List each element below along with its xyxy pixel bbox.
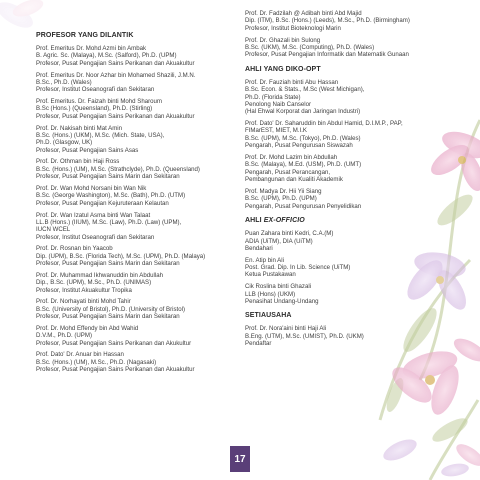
member-detail: LL.B (Hons.) (IIUM), M.Sc. (Law), Ph.D. (Law) (UPM), — [36, 218, 182, 226]
member-entry — [36, 245, 241, 267]
member-detail: B.Sc. (Hons.) (UM), M.Sc., Ph.D. (Nagasaki) — [36, 358, 157, 366]
member-name: En. Atip bin Ali — [245, 256, 284, 264]
section-entries — [245, 325, 450, 347]
member-entry — [36, 158, 241, 180]
member-detail: Ph.D. (Glasgow, UK) — [36, 139, 93, 147]
member-detail: B.Sc. (Hons.) (UM), M.Sc. (Strathclyde), Ph.D. (Queensland) — [36, 165, 200, 173]
member-name: Prof. Dr. Fauziah binti Abu Hassan — [245, 78, 339, 86]
section-title — [245, 217, 450, 224]
member-name: Cik Roslina binti Ghazali — [245, 283, 312, 291]
member-name: Prof. Emeritus. Dr. Faizah binti Mohd Sharoum — [36, 98, 162, 106]
member-detail: Pembangunan dan Kualiti Akademik — [245, 176, 343, 184]
member-detail: FIMarEST, MIET, M.I.K — [245, 127, 307, 135]
member-detail: Profesor, Pusat Pengajian Sains Asas — [36, 146, 139, 154]
member-name: Prof. Madya Dr. Hii Yii Siang — [245, 187, 322, 195]
member-detail: Dip. (ITM), B.Sc. (Hons.) (Leeds), M.Sc., Ph.D. (Birmingham) — [245, 17, 410, 25]
member-entry — [36, 185, 241, 207]
member-name: Puan Zahara binti Kedri, C.A.(M) — [245, 230, 334, 238]
member-entry — [245, 283, 450, 305]
section-entries — [245, 230, 450, 305]
member-name: Prof. Dr. Mohd Effendy bin Abd Wahid — [36, 324, 139, 332]
section-title — [245, 312, 450, 319]
member-detail: B.Sc., Ph.D. (Wales) — [36, 78, 92, 86]
member-name: Prof. Dato' Dr. Anuar bin Hassan — [36, 351, 124, 359]
member-detail: (Hal Ehwal Korporat dan Jaringan Industri) — [245, 108, 361, 116]
member-detail: Pengarah, Pusat Perancangan, — [245, 168, 331, 176]
member-detail: Pengarah, Pusat Pengurusan Siswazah — [245, 142, 353, 150]
member-detail: Profesor, Pusat Pengajian Sains Marin dan Sekitaran — [36, 260, 180, 268]
member-detail: B. Agric. Sc. (Malaya), M.Sc. (Salford), Ph.D. (UPM) — [36, 52, 177, 60]
member-detail: B.Sc. (Malaya), M.Ed. (USM), Ph.D. (UMT) — [245, 161, 362, 169]
member-entry — [245, 10, 450, 32]
member-detail: Pendaftar — [245, 340, 272, 348]
member-entry — [245, 230, 450, 252]
member-detail: Ketua Pustakawan — [245, 271, 296, 279]
member-detail: Dip., B.Sc. (UPM), M.Sc., Ph.D. (UNIMAS) — [36, 279, 152, 287]
entries-appointed-professors — [36, 45, 241, 374]
member-detail: Profesor, Pusat Pengajian Sains Perikanan dan Akukultur — [36, 339, 192, 347]
member-entry — [245, 325, 450, 347]
member-detail: B.Sc. (UPM), Ph.D. (UPM) — [245, 195, 317, 203]
member-entry — [245, 154, 450, 184]
member-entry — [36, 298, 241, 320]
member-detail: Profesor, Pusat Pengajian Sains Perikanan dan Akuakultur — [36, 59, 195, 67]
section-title-text: AHLI YANG DIKO-OPT — [245, 65, 321, 73]
flower-faint-topleft — [0, 0, 45, 33]
member-entry — [36, 212, 241, 242]
member-name: Prof. Dr. Muhammad Ikhwanuddin bin Abdullah — [36, 271, 164, 279]
member-detail: Profesor, Pusat Pengajian Informatik dan Matematik Gunaan — [245, 51, 409, 59]
section-entries — [245, 79, 450, 210]
member-detail: B.Eng. (UTM), M.Sc. (UMIST), Ph.D. (UKM) — [245, 332, 364, 340]
section-title-appointed-professors: PROFESOR YANG DILANTIK — [36, 32, 134, 39]
member-name: Prof. Emeritus Dr. Noor Azhar bin Mohamed Shazili, J.M.N. — [36, 71, 196, 79]
member-name: Prof. Dr. Rosnan bin Yaacob — [36, 245, 113, 253]
member-detail: Post. Grad. Dip. In Lib. Science (UiTM) — [245, 264, 351, 272]
member-detail: B.Sc. (UKM), M.Sc. (Computing), Ph.D. (Wales) — [245, 43, 375, 51]
member-entry — [36, 72, 241, 94]
member-detail: B.Sc (Hons.) (Queensland), Ph.D. (Stirling) — [36, 105, 153, 113]
member-name: Prof. Dr. Norhayati binti Mohd Tahir — [36, 298, 131, 306]
section-title-text: SETIAUSAHA — [245, 312, 292, 320]
member-detail: Profesor, Pusat Pengajian Kejuruteraan Kelautan — [36, 199, 169, 207]
page-number: 17 — [230, 446, 250, 472]
member-detail: D.V.M., Ph.D. (UPM) — [36, 332, 92, 340]
member-entry — [36, 98, 241, 120]
member-name: Prof. Dato' Dr. Saharuddin bin Abdul Hamid, D.I.M.P., PAP, — [245, 120, 403, 128]
member-detail: B.Sc. (George Washington), M.Sc. (Bath), Ph.D. (UTM) — [36, 192, 186, 200]
member-detail: Profesor, Pusat Pengajian Sains Marin dan Sekitaran — [36, 313, 180, 321]
member-detail: B.Sc. (Hons.) (UKM), M.Sc. (Mich. State, USA), — [36, 131, 165, 139]
member-entry — [36, 45, 241, 67]
member-detail: Bendahari — [245, 244, 273, 252]
member-name: Prof. Emeritus Dr. Mohd Azmi bin Ambak — [36, 45, 147, 52]
right-column — [245, 10, 450, 352]
member-name: Prof. Dr. Othman bin Haji Ross — [36, 158, 120, 166]
member-detail: B.Sc. Econ. & Stats., M.Sc (West Michigan), — [245, 86, 365, 94]
flower-buds-bottom — [380, 435, 480, 478]
member-name: Prof. Dr. Wan Izatul Asma binti Wan Talaat — [36, 211, 151, 219]
member-entry — [245, 37, 450, 59]
member-detail: Profesor, Institut Oseanografi dan Sekitaran — [36, 86, 155, 94]
member-detail: ADIA (UiTM), DIA (UiTM) — [245, 237, 313, 245]
member-name: Prof. Dr. Ghazali bin Sulong — [245, 36, 321, 44]
section-title — [245, 66, 450, 73]
member-detail: B.Sc. (University of Bristol), Ph.D. (University of Bristol) — [36, 305, 185, 313]
entries-continued — [245, 10, 450, 59]
member-detail: Profesor, Pusat Pengajian Sains Perikanan dan Akuakultur — [36, 366, 195, 374]
section-title-italic: EX-OFFICIO — [263, 217, 305, 225]
member-detail: Profesor, Pusat Pengajian Sains Marin dan Sekitaran — [36, 173, 180, 181]
member-detail: Penasihat Undang-Undang — [245, 297, 319, 305]
right-sections — [245, 66, 450, 348]
member-entry — [245, 79, 450, 116]
member-detail: LLB (Hons) (UKM) — [245, 290, 296, 298]
member-entry — [36, 272, 241, 294]
member-detail: Dip. (UPM), B.Sc. (Florida Tech), M.Sc. (UPM), Ph.D. (Malaya) — [36, 252, 206, 260]
member-name: Prof. Dr. Nakisah binti Mat Amin — [36, 124, 123, 132]
member-entry — [36, 351, 241, 373]
member-detail: IUCN WCEL — [36, 226, 71, 234]
member-name: Prof. Dr. Mohd Lazim bin Abdullah — [245, 153, 338, 161]
member-entry — [36, 125, 241, 155]
member-name: Prof. Dr. Nora'aini binti Haji Ali — [245, 325, 327, 333]
member-detail: Profesor, Institut Bioteknologi Marin — [245, 24, 341, 32]
member-detail: Profesor, Institut Oseanografi dan Sekitaran — [36, 233, 155, 241]
member-detail: Penolong Naib Canselor — [245, 100, 312, 108]
member-entry — [245, 257, 450, 279]
member-entry — [245, 120, 450, 150]
member-detail: Profesor, Institut Akuakultur Tropika — [36, 286, 132, 294]
member-name: Prof. Dr. Fadzilah @ Adibah binti Abd Majid — [245, 10, 362, 17]
left-column — [36, 32, 241, 378]
member-entry — [36, 325, 241, 347]
member-detail: Pengarah, Pusat Pengurusan Penyelidikan — [245, 202, 362, 210]
member-detail: B.Sc. (UPM), M.Sc. (Tokyo), Ph.D. (Wales) — [245, 134, 361, 142]
section-title-text: AHLI — [245, 217, 264, 225]
member-detail: Profesor, Pusat Pengajian Sains Perikanan dan Akuakultur — [36, 112, 195, 120]
member-entry — [245, 188, 450, 210]
member-detail: Ph.D. (Florida State) — [245, 93, 301, 101]
member-name: Prof. Dr. Wan Mohd Norsani bin Wan Nik — [36, 184, 147, 192]
